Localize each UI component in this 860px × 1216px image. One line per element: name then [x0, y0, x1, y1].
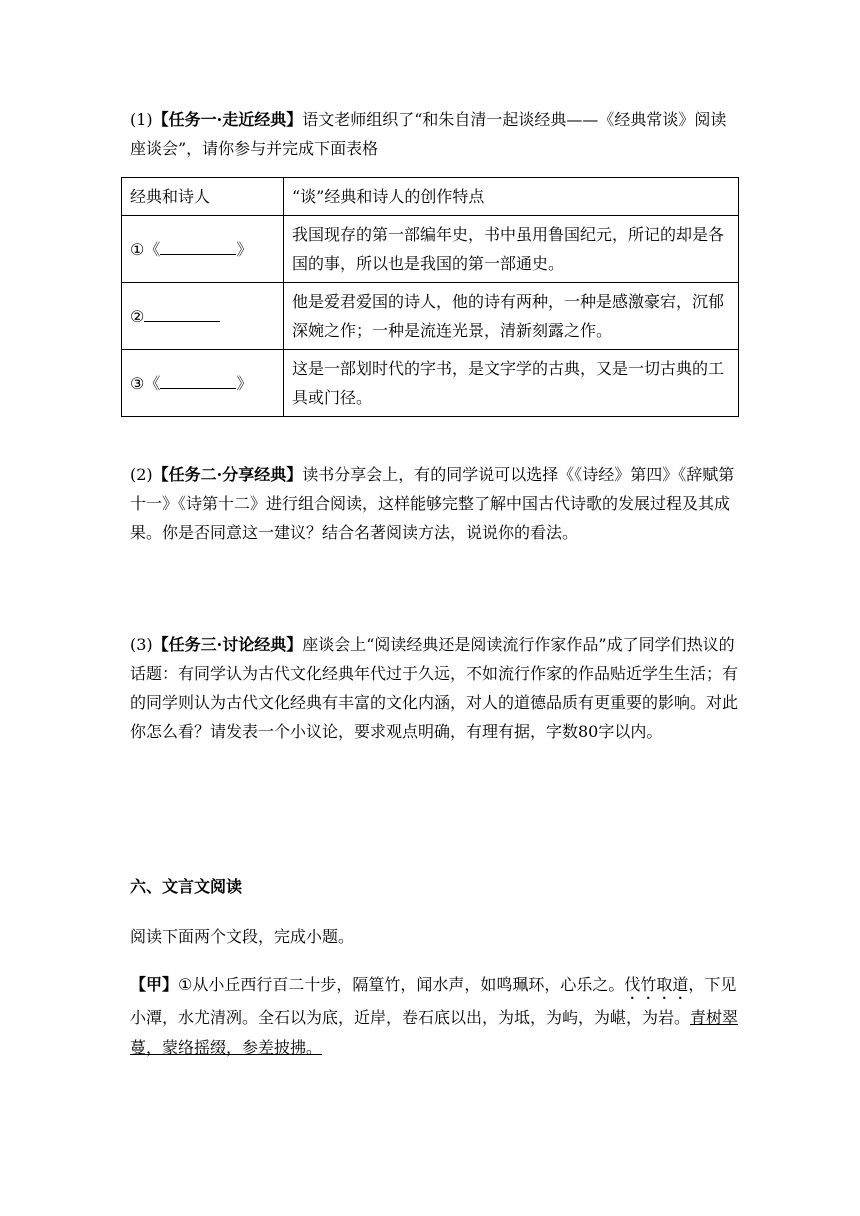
table-header-cell: 经典和诗人: [122, 178, 284, 216]
classics-table: [121, 177, 739, 417]
passage-label: 【甲】: [130, 975, 179, 994]
answer-blank[interactable]: [160, 370, 236, 389]
question-1-number: (1): [130, 110, 153, 129]
emphasized-phrase: 伐竹取道: [624, 975, 689, 994]
table-header-row: [122, 178, 739, 216]
question-1: [130, 105, 740, 163]
question-3: [130, 630, 740, 746]
question-2-task: 【任务二·分享经典】: [152, 465, 303, 484]
answer-blank[interactable]: [144, 303, 220, 322]
section-instruction: 阅读下面两个文段，完成小题。: [130, 927, 355, 946]
row-suffix: 》: [236, 373, 253, 393]
table-row: [122, 350, 739, 417]
table-row: [122, 216, 739, 283]
row-prefix: ②: [130, 306, 145, 326]
answer-cell: [122, 216, 284, 283]
table-row: [122, 283, 739, 350]
table-header-cell: “谈”经典和诗人的创作特点: [284, 178, 739, 216]
row-suffix: 》: [236, 239, 253, 259]
question-3-number: (3): [130, 635, 153, 654]
row-prefix: ①《: [130, 239, 161, 259]
answer-cell: [122, 350, 284, 417]
passage-text: ①从小丘西行百二十步，隔篁竹，闻水声，如鸣珮环，心乐之。: [178, 975, 625, 994]
row-prefix: ③《: [130, 373, 161, 393]
question-3-task: 【任务三·讨论经典】: [152, 635, 303, 654]
description-cell: 他是爱君爱国的诗人，他的诗有两种，一种是感激豪宕，沉郁深婉之作；一种是流连光景，清新刻露之作。: [284, 283, 739, 350]
question-3-text: 座谈会上“阅读经典还是阅读流行作家作品”成了同学们热议的话题：有同学认为古代文化经典年代过于久远，不如流行作家的作品贴近学生生活；有的同学则认为古代文化经典有丰富的文化内涵，对人的道德品质有更重要的影响。对此你怎么看？请发表一个小议论，要求观点明确，有理有据，字数80字以内。: [130, 635, 739, 741]
passage-jia: [130, 970, 740, 1063]
question-1-task: 【任务一·走近经典】: [152, 110, 303, 129]
question-2-number: (2): [130, 465, 153, 484]
answer-cell: [122, 283, 284, 350]
question-2: [130, 460, 740, 547]
description-cell: 这是一部划时代的字书，是文字学的古典，又是一切古典的工具或门径。: [284, 350, 739, 417]
underlined-sentence: 青树翠蔓，蒙络摇缀，参差披拂。: [130, 1008, 739, 1057]
section-title: 六、文言文阅读: [130, 877, 243, 896]
answer-blank[interactable]: [160, 236, 236, 255]
description-cell: 我国现存的第一部编年史，书中虽用鲁国纪元，所记的却是各国的事，所以也是我国的第一部通史。: [284, 216, 739, 283]
passage-text: ，下见小潭，水尤清冽。全石以为底，近岸，卷石底以出，为坻，为屿，为嵁，为岩。: [130, 975, 737, 1027]
question-1-text: 语文老师组织了“和朱自清一起谈经典——《经典常谈》阅读座谈会”，请你参与并完成下面表格: [130, 110, 727, 158]
question-2-text: 读书分享会上，有的同学说可以选择《《诗经》第四》《辞赋第十一》《诗第十二》进行组合阅读，这样能够完整了解中国古代诗歌的发展过程及其成果。你是否同意这一建议？结合名著阅读方法，说说你的看法。: [130, 465, 735, 542]
